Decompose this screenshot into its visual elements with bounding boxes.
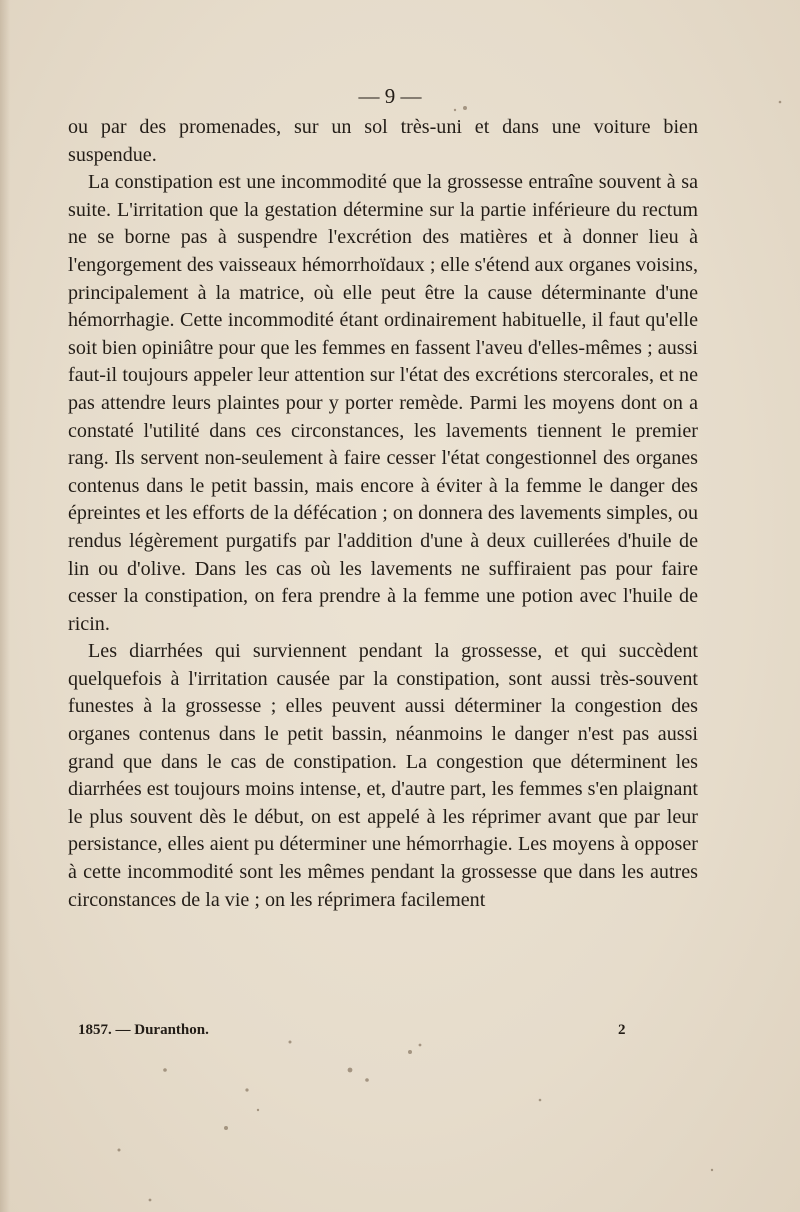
body-text	[68, 114, 698, 914]
footer-signature: 1857. — Duranthon.	[78, 1022, 209, 1038]
page-number: — 9 —	[358, 84, 422, 108]
paragraph-continuation: ou par des promenades, sur un sol très-uni et dans une voiture bien suspendue.	[68, 116, 698, 166]
paragraph-constipation: La constipation est une incommodité que la grossesse entraîne souvent à sa suite. L'irritation que la gestation détermine sur la partie inférieure du rectum ne se borne pas à suspendre l'excrétion des matières et à donner lieu à l'engorgement des vaisseaux hémorrhoïdaux ; elle s'étend aux organes voisins, principalement à la matrice, où elle peut être la cause déterminante d'une hémorrhagie. Cette incommodité étant ordinairement habituelle, il faut qu'elle soit bien opiniâtre pour que les femmes en fassent l'aveu d'elles-mêmes ; aussi faut-il toujours appeler leur attention sur l'état des excrétions stercorales, et ne pas attendre leurs plaintes pour y porter remède. Parmi les moyens dont on a constaté l'utilité dans ces circonstances, les lavements tiennent le premier rang. Ils servent non-seulement à faire cesser l'état congestionnel des organes contenus dans le petit bassin, mais encore à éviter à la femme le danger des épreintes et les efforts de la défécation ; on donnera des lavements simples, ou rendus légèrement purgatifs par l'addition d'une à deux cuillerées d'huile de lin ou d'olive. Dans les cas où les lavements ne suffiraient pas pour faire cesser la constipation, on fera prendre à la femme une potion avec l'huile de ricin.	[68, 171, 698, 635]
paragraph-diarrhees: Les diarrhées qui surviennent pendant la grossesse, et qui succèdent quelquefois à l'irritation causée par la constipation, sont aussi très-souvent funestes à la grossesse ; elles peuvent aussi déterminer la congestion des organes contenus dans le petit bassin, néanmoins le danger n'est pas aussi grand que dans le cas de constipation. La congestion que déterminent les diarrhées est toujours moins intense, et, d'autre part, les femmes s'en plaignant le plus souvent dès le début, on est appelé à les réprimer avant que par leur persistance, elles aient pu déterminer une hémorrhagie. Les moyens à opposer à cette incommodité sont les mêmes pendant la grossesse que dans les autres circonstances de la vie ; on les réprimera facilement	[68, 640, 698, 911]
sheet-number: 2	[618, 1022, 626, 1038]
